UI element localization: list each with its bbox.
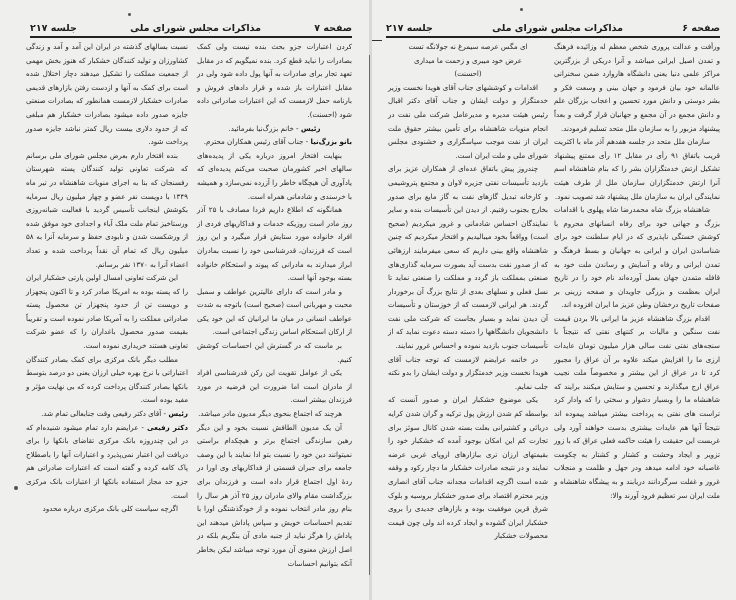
body-paragraph — [388, 54, 548, 68]
paragraph-text: شاهنشاه بزرگ شاه محمدرضا شاه پهلوی با اقدامات بزرگ و جهانی خود برای رفاه انسانهای محروم با کوشش خستگی ناپذیری که در ایام سلطنت خود برای شناساندن ایران و ایرانی به جهانیان و بسط فرهنگ و تمدن ایرانی و رفاه و آسایش و رساندن ملت خود به قافله متمدن جهان بعمل آورده‌اند نام خود را در تاریخ ایران بعظمت و بزرگی جاویدان و صفحه زرینی بر صفحات تاریخ درخشان وطن عزیز ما ایران افزوده اند. — [554, 205, 720, 310]
page-header — [386, 18, 720, 34]
paragraph-text: چندروز پیش باتفاق عده‌ای از همکاران عزیز برای بازدید تأسیسات نفتی جزیره لاوان و مجتمع پتروشیمی و کارخانه تبدیل گازهای نفت به گاز مایع برای صدور بخارج بجنوب رفتیم. از دیدن این تأسیسات بنده و سایر نمایندگان احساس شادمانی و غرور میکردیم (صحیح است) وواقعاً بخود میبالیدیم و افتخار میکردیم که چنین شاهنشاه واقع بینی داریم که سعی میفرمایند ارزهائی که از صدور نفت بدست آید بصورت سرمایه گذاری‌های صنعتی بمملکت باز گردد و مملکت را صنعتی نماید تا نسل فعلی و نسلهای بعدی از نتایج بزرگ آن برخوردار گردند. هر ایرانی لازمست که از خوزستان و تأسیسات آن دیدن نماید و بسیار بجاست که شرکت ملی نفت دانشجویان دانشگاهها را دسته دسته دعوت نماید که از تأسیسات جنوب بازدید نموده و احساس غرور نمایند. — [388, 164, 548, 351]
page-title: مذاکرات مجلس شورای ملی — [130, 23, 262, 34]
body-paragraph — [554, 203, 720, 312]
paragraph-text: آن یک مدیون الطافش نسبت بخود و این دیگر رهین سازندگی اجتماع برتر و هیچکدام براستی نمیتوانند دین خود را نسبت بتو ادا نمایند با این وصف جامعه برای جبران قسمتی از فداکاریهای وی اورا در ردهٔ اول اجتماع قرار داده است و فرزندان برای بزرگداشت مقام والای مادران روز ۲۵ آذر هر سال را بنام روز مادر انتخاب نموده و از خودگذشتگی اورا با تقدیم احساسات خویش و سپاس پاداش میدهند این پاداش را هرگز نباید از جنبه مادی آن بنگریم بلکه در اصل ارزش معنوی آن مورد توجه میباشد لیکن بخاطر آنکه بتوانیم احساسات — [197, 422, 352, 568]
speaker-name: رئیس — [300, 123, 321, 133]
scan-speck — [520, 8, 523, 11]
session-number: جلسه ۲۱۷ — [30, 23, 77, 34]
paragraph-text: همانگونه که اطلاع داریم فردا مصادف با ۲۵ آذر روز مادر است روزیکه خدمات و فداکاریهای فردی از افراد خانواده مورد ستایش قرار میگیرد و این روز است که فرزندان، قدرشناسی خود را نسبت بمادران ابراز میدارند به مادرانی که پیوند و استحکام خانواده بسته بوجود آنها است. — [197, 205, 352, 283]
paragraph-text: کردن اعتبارات جزو بحث بنده نیست ولی کمک بصادرات را نباید قطع کرد. بنده نمیگویم که در مقابل تعهد تجار برای صادرات به آنها پول داده شود ولی در مقابل اعتبارات باز شده و قرار دادهای فروش و بارنامه حمل لازمست که این اعتبارات صادراتی داده شود (احسنت). — [197, 42, 352, 119]
paragraph-text: این شرکت تعاونی امسال اولین پارتی خشکبار ایران را که پسته بوده به امریکا صادر کرد و تا اکنون پنجهزار و دویست تن از حدود پنجهزار تن محصول پسته صادراتی مملکت را به آمریکا صادر نموده است و تقریباً بقیمت صدور محصول باغداران را که عضو شرکت تعاونی هستند خریداری نموده است. — [26, 273, 188, 351]
paragraph-text: اقدامات و کوششهای جناب آقای هویدا نخست وزیر خدمتگزار و دولت ایشان و جناب آقای دکتر اقبال رئیس هیئت مدیره و مدیرعامل شرکت ملی نفت در انجام منویات شاهنشاه برای تأمین بیشتر حقوق ملت ایران از نفت موجب سپاسگزاری و خشنودی مجلس شورای ملی و ملت ایران است. — [388, 82, 548, 160]
page-number: صفحه ۶ — [682, 23, 720, 34]
speaker-paragraph — [26, 407, 188, 421]
speaker-name: دکتر رفیعی — [146, 422, 188, 432]
paragraph-text: هرچند که اجتماع بنحوی دیگر مدیون مادر میباشد. — [198, 409, 342, 419]
body-paragraph — [388, 40, 548, 54]
body-paragraph — [197, 40, 352, 122]
header-rule — [386, 36, 720, 38]
speaker-paragraph — [197, 122, 352, 136]
paragraph-text: - جناب آقای رئیس همکاران محترم. — [203, 137, 311, 147]
paragraph-text: در خاتمه عرایضم لازمست که توجه جناب آقای هویدا نخست وزیر خدمتگزار و دولت ایشان را بدو نکته جلب نمایم. — [388, 354, 548, 391]
margin-bracket — [372, 40, 382, 41]
body-paragraph — [26, 353, 188, 407]
paragraph-text: - خانم بزرگ‌نیا بفرمائید. — [228, 123, 301, 133]
page-header — [30, 18, 352, 34]
paragraph-text: اگرچه سیاست کلی بانک مرکزی درباره محدود — [42, 504, 178, 514]
paragraph-text: نسبت بسالهای گذشته در ایران این آمد و آمد و زندگی کشاورزان و تولید کنندگان خشکبار که هنوز بخش مهمی از جمعیت مملکت را تشکیل میدهند دچار اختلال شده است برای کمک به آنها و ازدست رفتن بازارهای قدیمی صادرات خشکبار لازمست همانطور که بصادرات صنعتی جایزه صدور داده میشود بصادرات خشکبار هم مبلغی که از حدود دلاری بیست ریال کمتر نباشد جایزه صدور پرداخت شود. — [26, 42, 188, 147]
paragraph-text: مطلب دیگر بانک مرکزی برای کمک بصادر کنندگان اعتباراتی با نرخ بهره خیلی ارزان یعنی دو درصد بتوسط بانکها بصادر کنندگان پرداخت کرده که بی نهایت مؤثر و مفید بوده است. — [26, 354, 188, 405]
scan-speck — [14, 486, 18, 490]
body-paragraph — [26, 271, 188, 353]
column-left — [388, 40, 548, 543]
paragraph-text: - عرایضم دارد تمام میشود شنیده‌ام که در این چندروزه بانک مرکزی تقاضای بانکها را برای دریافت این اعتبار نمی‌پذیرد و اعتبارات آنها را باصطلاح پاک کامه کرده و گفته است که اعتبارات صادراتی هم جزو حد مجاز استفاده بانکها از اعتبارات بانک مرکزی است. — [26, 422, 188, 500]
body-paragraph — [388, 393, 548, 543]
body-paragraph — [388, 81, 548, 163]
paragraph-text: بنده افتخار دارم بعرض مجلس شورای ملی برسانم که شرکت تعاونی تولید کنندگان پسته شهرستان رفسنجان که بنا به اجرای منویات شاهنشاه در تیر ماه ۱۳۴۹ با دویست نفر عضو و چهار میلیون ریال سرمایه بکوشش اینجانب تأسیس گردید با فعالیت شبانه‌روزی ورستاخیز تمام ملت ملک آباء و اجدادی خود موفق شده از ورشکست شدن و نابودی حفظ و سرمایه آنرا به ۵۸ میلیون ریال که تمام آن نقداً پرداخت شده و تعداد اعضاء آنرا به ۱۳۷۰ نفر برسانم. — [26, 150, 188, 269]
page-number: صفحه ۷ — [314, 23, 352, 34]
scan-speck — [128, 13, 131, 16]
paragraph-text: - آقای دکتر رفیعی وقت جنابعالی تمام شد. — [41, 409, 169, 419]
paragraph-text: ای مگس عرصه سیمرغ نه جولانگه تست — [408, 42, 528, 51]
paragraph-text: اقدام بزرگ شاهنشاه عزیز ما ایرانی بالا بردن قیمت نفت سنگین و مالیات بر کنتهای نفتی که نتیجتاً با سنجه‌های نفتی نفت سالی هزار میلیون تومان عایدات ارزی ما را افزایش میکند علاوه بر آن عراق را مجبور کرد تا در عراق از این بیشتر و مخصوصاً ملت نجیب عراق ارج میگذارند و تحسین و ستایش میکنند برایند که شاهنشاه ما را وبسیار دشوار و سختی را که وادار کرد تراست های نفتی به پرداخت بیشتر میباشد پیموده اند نتیجتاً آنها هم عایدات بیشتری بدست خواهند آورد ولی غربست این حقیقت را هیئت حاکمه فعلی عراق که با زور تزویر و ایجاد وحشت و کشتار و کشتار به چکومت غاصبانه خود ادامه میدهد ودر جهل و ظلمت و منجلاب غرور و غفلت سرگردانند دریابند و به پیشگاه شاهنشاه و ملت ایران سر تعظیم فرود آورند والا: — [554, 313, 720, 500]
paragraph-text: سازمان ملل متحد در جلسه هفدهم آذر ماه با اکثریت قریب باتفاق ۹۱ رأی در مقابل ۱۲ رأی ممتنع پیشنهاد تشکیل ارتش خدمتگزاران بشر را که بنام شاهنشاه اسم آنرا ارتش خدمتگزاران سازمان ملل از طرف هیئت نمایندگی ایران به سازمان ملل پیشنهاد شد تصویب نمود. — [554, 137, 720, 201]
speaker-name: بانو بزرگ‌نیا — [310, 137, 352, 147]
session-number: جلسه ۲۱۷ — [386, 23, 433, 34]
body-paragraph — [388, 162, 548, 352]
paragraph-text: عرض خود میبری و زحمت ما میداری — [414, 55, 522, 65]
body-paragraph — [197, 149, 352, 203]
body-paragraph — [26, 40, 188, 149]
paragraph-text: ورأفت و عدالت پروری شخص معظم له وزائیده فرهنگ و تمدن اصیل ایرانی میباشد و آنرا دریکی از بزرگترین مراکز علمی دنیا یعنی دانشگاه هاروارد ضمن سخنرانی عالمانه خود بیان فرمود و جهان بینی و وسعت فکر و بشر دوستی و دانش مورد تحسین و اعجاب بزرگان علم و دانش مجمع در آن مجمع و جهانیان قرار گرفت و بعداً پیشنهاد مزبور را به سازمان ملل متحد تسلیم فرمودند. — [554, 42, 720, 133]
body-paragraph — [26, 502, 188, 516]
body-paragraph — [197, 285, 352, 339]
body-paragraph — [197, 203, 352, 285]
paragraph-text: یکی از عوامل تقویت این رکن قدرشناسی افراد از مادران است اما ضرورت این فرضیه در مورد فرزندان بیشتر است. — [197, 368, 352, 405]
binding-line — [369, 55, 370, 575]
body-paragraph — [388, 67, 548, 81]
column-right — [197, 40, 352, 570]
body-paragraph — [554, 135, 720, 203]
body-paragraph — [197, 407, 352, 421]
body-paragraph — [26, 149, 188, 271]
page-title: مذاکرات مجلس شورای ملی — [492, 23, 624, 34]
paragraph-text: و مادر است که دارای عالیترین عواطف و سمبل محبت و مهربانی است (صحیح است) باتوجه به شدت عواطف انسانی در میان ما ایرانیان که این خود یکی از ارکان استحکام اساس زندگی اجتماعی است. — [197, 286, 352, 337]
header-rule — [30, 36, 352, 38]
paragraph-text: بنهایت افتخار امروز درباره یکی از پدیده‌های سالهای اخیر کشورمان صحبت می‌کنم پدیده‌ای که یادآوری آن هیچگاه خاطر را آزرده نمی‌سازد و همیشه با خرسندی و شادمانی همراه است. — [197, 150, 352, 201]
body-paragraph — [197, 421, 352, 571]
body-paragraph — [388, 353, 548, 394]
speaker-paragraph — [197, 135, 352, 149]
speaker-name: رئیس — [168, 409, 188, 419]
body-paragraph — [197, 339, 352, 366]
paragraph-text: یکی موضوع خشکبار ایران و صدور آنست که بواسطه کم شدن ارزش پول ترکیه و گران شدن کرایه دریائی و کشتیرانی بعلت بسته شدن کانال سوئز برای تجارت کم این امکان بوجود آمده که خشکبار خود را بقیمتهای ارزان تری ببازارهای اروپای غربی عرضه نمایند و در نتیجه صادرات خشکبار ما دچار رکود و وقفه شده است اگرچه اقدامات مجدانه جناب آقای انصاری وزیر محترم اقتصاد برای صدور خشکبار بروسیه و بلوک شرق قرین موفقیت بوده و بازارهای جدیدی را بروی خشکبار ایران گشوده و ایجاد کرده اند ولی چون قیمت محصولات خشکبار — [388, 395, 548, 541]
body-paragraph — [554, 40, 720, 135]
page-right — [372, 0, 736, 600]
body-paragraph — [197, 366, 352, 407]
column-right — [554, 40, 720, 502]
body-paragraph — [554, 312, 720, 502]
paragraph-text: (احسنت) — [454, 69, 482, 79]
column-left — [26, 40, 188, 516]
speaker-paragraph — [26, 421, 188, 503]
paragraph-text: بر ماست که در گسترش این احساسات کوشش کنیم. — [197, 341, 352, 364]
